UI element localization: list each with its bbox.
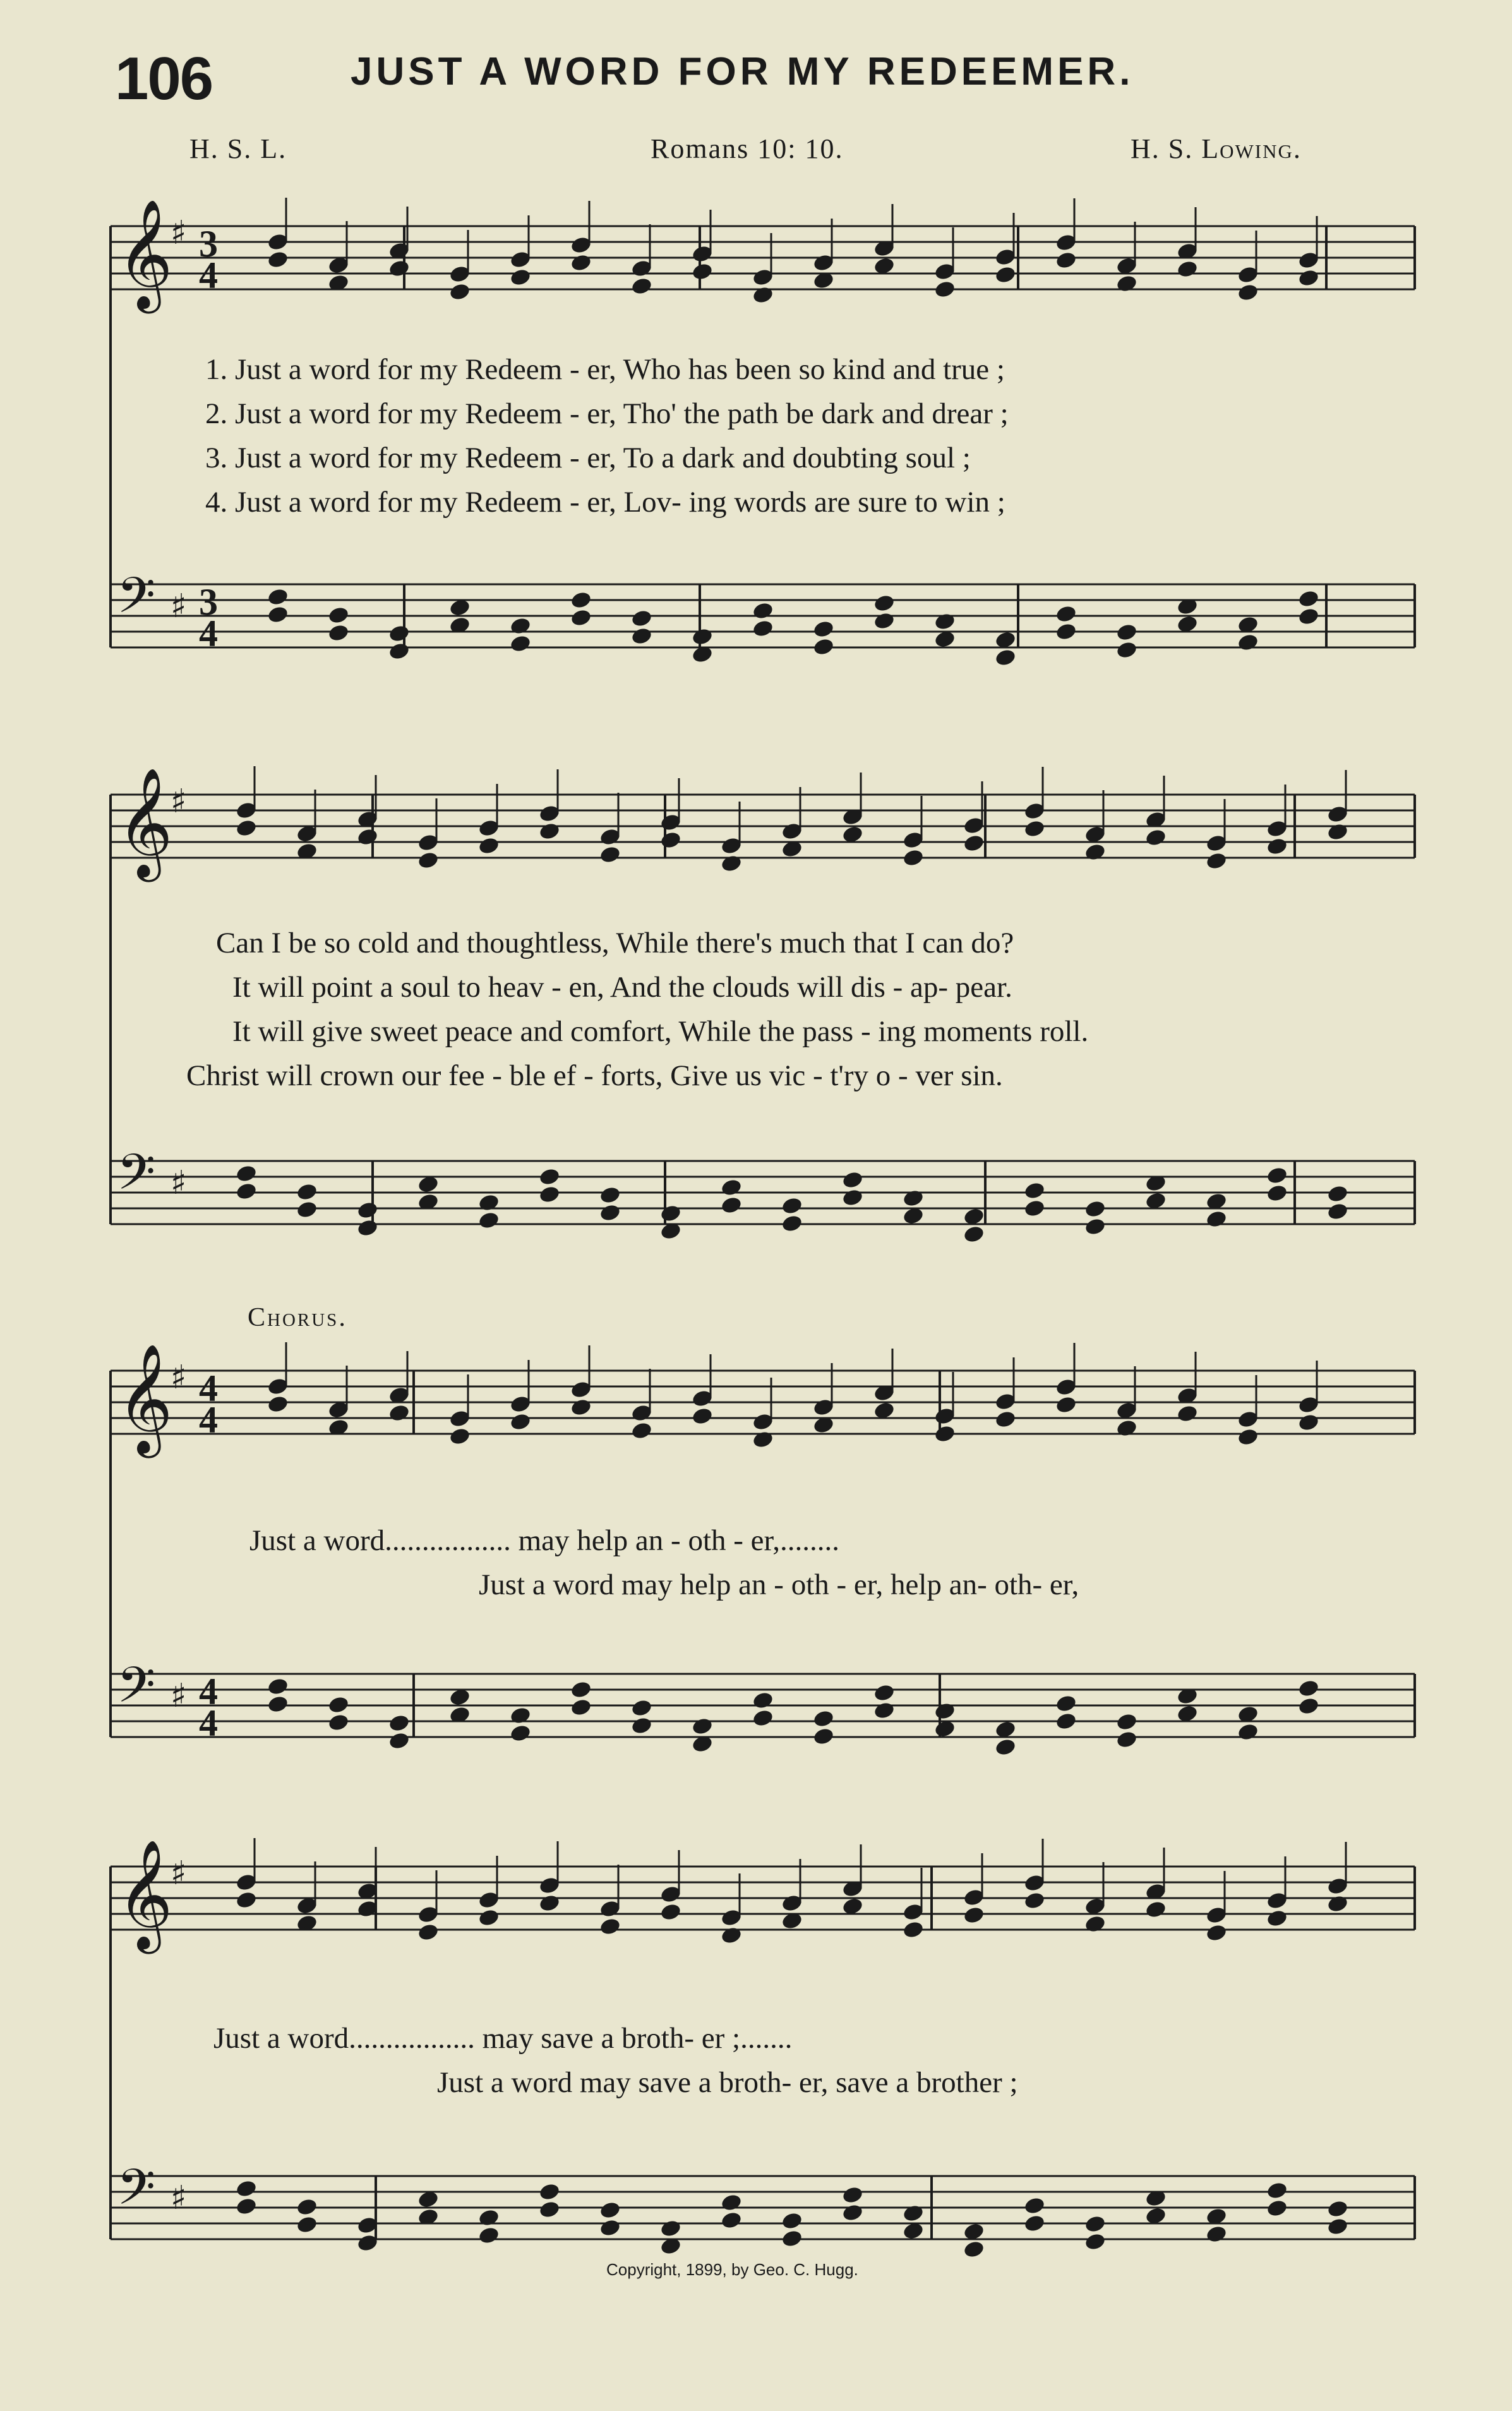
note-head bbox=[659, 1204, 682, 1224]
note-head bbox=[509, 616, 532, 636]
note-head bbox=[1023, 819, 1046, 839]
note-head bbox=[448, 1427, 471, 1446]
note-head bbox=[1176, 260, 1199, 279]
note-head bbox=[1055, 1694, 1077, 1714]
time-signature-top: 3 bbox=[199, 581, 218, 623]
hymn-title: JUST A WORD FOR MY REDEEMER. bbox=[351, 50, 1134, 93]
note-head bbox=[388, 642, 411, 661]
note-head bbox=[873, 1701, 896, 1721]
clefs bbox=[117, 199, 186, 2228]
time-signature-top: 4 bbox=[199, 1671, 218, 1712]
note-head bbox=[1266, 2181, 1288, 2201]
note-head bbox=[1055, 1395, 1077, 1415]
note-head bbox=[1297, 1679, 1320, 1699]
note-head bbox=[599, 2218, 621, 2238]
note-head bbox=[630, 1699, 653, 1718]
note-head bbox=[570, 591, 592, 610]
key-signature-sharp: ♯ bbox=[171, 587, 187, 625]
key-signature-sharp: ♯ bbox=[171, 1855, 187, 1892]
note-head bbox=[1084, 1217, 1107, 1237]
note-head bbox=[933, 1702, 956, 1721]
note-head bbox=[994, 1738, 1017, 1757]
note-head bbox=[630, 627, 653, 646]
note-head bbox=[1115, 1730, 1138, 1750]
note-head bbox=[720, 1196, 743, 1215]
note-head bbox=[1205, 1210, 1228, 1229]
verse3-line2: It will give sweet peace and comfort, While the pass - ing moments roll. bbox=[232, 1015, 1089, 1048]
time-signature-top: 3 bbox=[199, 223, 218, 265]
note-head bbox=[599, 1917, 621, 1937]
note-head bbox=[963, 834, 985, 853]
copyright-notice: Copyright, 1899, by Geo. C. Hugg. bbox=[606, 2260, 858, 2279]
note-head bbox=[570, 1698, 592, 1717]
note-head bbox=[477, 836, 500, 856]
note-head bbox=[235, 1182, 258, 1201]
verse1-line2: Can I be so cold and thoughtless, While there's much that I can do? bbox=[216, 927, 1014, 959]
note-head bbox=[1266, 1166, 1288, 1186]
bass-clef: 𝄢 bbox=[117, 567, 156, 637]
note-head bbox=[1237, 1723, 1259, 1742]
note-head bbox=[963, 1906, 985, 1925]
note-head bbox=[630, 1421, 653, 1441]
key-signature-sharp: ♯ bbox=[171, 1359, 187, 1397]
note-head bbox=[267, 1395, 289, 1414]
note-head bbox=[296, 2198, 318, 2217]
note-head bbox=[630, 277, 653, 296]
note-head bbox=[327, 1713, 350, 1733]
note-head bbox=[1237, 1428, 1259, 1447]
note-head bbox=[599, 845, 621, 865]
note-head bbox=[752, 1430, 774, 1450]
note-head bbox=[1266, 837, 1288, 857]
note-head bbox=[1115, 1712, 1138, 1732]
note-head bbox=[933, 1424, 956, 1444]
note-head bbox=[902, 2204, 925, 2223]
note-head bbox=[267, 605, 289, 625]
key-signature-sharp: ♯ bbox=[171, 1164, 187, 1202]
note-head bbox=[873, 1683, 896, 1703]
note-head bbox=[1237, 283, 1259, 303]
treble-clef: 𝄞 bbox=[117, 1839, 173, 1949]
chorus-line1-bass: Just a word may help an - oth - er, help an- oth- er, bbox=[479, 1568, 1079, 1601]
treble-clef: 𝄞 bbox=[117, 199, 173, 309]
note-head bbox=[752, 1709, 774, 1728]
treble-clef: 𝄞 bbox=[117, 767, 173, 877]
note-head bbox=[781, 2229, 803, 2249]
note-head bbox=[752, 601, 774, 621]
note-head bbox=[691, 627, 714, 647]
time-signature-top: 4 bbox=[199, 1368, 218, 1409]
note-head bbox=[1023, 2196, 1046, 2216]
note-head bbox=[630, 1716, 653, 1736]
note-head bbox=[417, 851, 440, 870]
note-head bbox=[812, 1727, 835, 1747]
note-head bbox=[538, 1185, 561, 1205]
note-head bbox=[812, 620, 835, 639]
note-head bbox=[812, 1709, 835, 1729]
time-signature-bottom: 4 bbox=[199, 1399, 218, 1441]
key-signature-sharp: ♯ bbox=[171, 214, 187, 252]
note-head bbox=[1115, 640, 1138, 660]
note-head bbox=[1266, 1909, 1288, 1928]
note-head bbox=[1023, 1181, 1046, 1201]
words-by: H. S. L. bbox=[189, 133, 287, 164]
note-head bbox=[994, 265, 1017, 285]
note-head bbox=[267, 1677, 289, 1697]
note-head bbox=[327, 1695, 350, 1715]
note-head bbox=[327, 606, 350, 625]
note-head bbox=[477, 2208, 500, 2228]
note-head bbox=[296, 1200, 318, 1220]
note-head bbox=[477, 1193, 500, 1213]
note-head bbox=[630, 609, 653, 628]
note-head bbox=[477, 1211, 500, 1230]
note-head bbox=[1326, 1184, 1349, 1204]
note-head bbox=[388, 259, 411, 279]
note-head bbox=[1297, 268, 1320, 288]
note-head bbox=[1326, 2199, 1349, 2219]
note-head bbox=[841, 1170, 864, 1190]
note-head bbox=[1237, 633, 1259, 652]
note-head bbox=[1326, 1202, 1349, 1222]
note-head bbox=[570, 608, 592, 628]
note-head bbox=[1144, 828, 1167, 848]
note-head bbox=[1297, 589, 1320, 609]
note-head bbox=[691, 1717, 714, 1736]
note-head bbox=[356, 1218, 379, 1238]
chorus-label: Chorus. bbox=[248, 1303, 347, 1332]
note-head bbox=[873, 611, 896, 631]
verse4-line1: 4. Just a word for my Redeem - er, Lov- ing words are sure to win ; bbox=[205, 486, 1005, 519]
note-head bbox=[1115, 274, 1138, 294]
note-head bbox=[1326, 2217, 1349, 2237]
note-head bbox=[1266, 2199, 1288, 2218]
note-head bbox=[963, 1225, 985, 1244]
note-head bbox=[902, 848, 925, 868]
chorus-line1-treble: Just a word................. may help an - oth - er,........ bbox=[249, 1524, 840, 1557]
note-head bbox=[873, 594, 896, 613]
note-head bbox=[841, 2203, 864, 2223]
note-head bbox=[1055, 1712, 1077, 1731]
time-signature-bottom: 4 bbox=[199, 255, 218, 296]
note-head bbox=[691, 262, 714, 282]
chorus-line2-treble: Just a word................. may save a broth- er ;....... bbox=[213, 2022, 793, 2055]
verse2-line1: 2. Just a word for my Redeem - er, Tho' the path be dark and drear ; bbox=[205, 397, 1009, 430]
verse1-line1: 1. Just a word for my Redeem - er, Who has been so kind and true ; bbox=[205, 353, 1005, 386]
treble-clef: 𝄞 bbox=[117, 1344, 173, 1453]
note-head bbox=[538, 1167, 561, 1187]
note-head bbox=[781, 2211, 803, 2231]
note-head bbox=[659, 2219, 682, 2239]
note-head bbox=[538, 2200, 561, 2220]
verse2-line2: It will point a soul to heav - en, And the clouds will dis - ap- pear. bbox=[232, 971, 1012, 1004]
note-head bbox=[509, 1724, 532, 1743]
note-head bbox=[235, 819, 258, 838]
note-head bbox=[538, 822, 561, 841]
note-head bbox=[1023, 1891, 1046, 1911]
note-head bbox=[1297, 1413, 1320, 1433]
note-head bbox=[509, 1412, 532, 1432]
note-head bbox=[720, 1178, 743, 1198]
note-head bbox=[1144, 1900, 1167, 1920]
note-head bbox=[599, 1186, 621, 1205]
note-head bbox=[720, 2193, 743, 2213]
note-head bbox=[388, 1404, 411, 1423]
note-head bbox=[1084, 843, 1107, 862]
note-head bbox=[1115, 1419, 1138, 1438]
time-signature-bottom: 4 bbox=[199, 613, 218, 654]
note-head bbox=[388, 624, 411, 644]
note-head bbox=[691, 1407, 714, 1426]
note-head bbox=[841, 2186, 864, 2205]
note-head bbox=[752, 619, 774, 639]
note-head bbox=[933, 280, 956, 299]
key-signature-sharp: ♯ bbox=[171, 1677, 187, 1715]
note-head bbox=[812, 637, 835, 657]
note-head bbox=[1023, 1199, 1046, 1218]
note-head bbox=[963, 2240, 985, 2259]
note-head bbox=[356, 827, 379, 847]
note-head bbox=[296, 2215, 318, 2235]
note-head bbox=[1297, 1697, 1320, 1716]
note-head bbox=[933, 612, 956, 632]
note-head bbox=[1326, 822, 1349, 842]
note-head bbox=[599, 2201, 621, 2220]
note-head bbox=[1115, 623, 1138, 642]
note-head bbox=[659, 1903, 682, 1922]
note-head bbox=[509, 634, 532, 654]
note-head bbox=[267, 1695, 289, 1714]
verse3-line1: 3. Just a word for my Redeem - er, To a dark and doubting soul ; bbox=[205, 442, 971, 474]
note-head bbox=[752, 286, 774, 305]
note-head bbox=[1055, 622, 1077, 642]
key-signature-sharp: ♯ bbox=[171, 783, 187, 821]
note-head bbox=[538, 1894, 561, 1913]
note-head bbox=[1084, 1915, 1107, 1934]
note-head bbox=[570, 1680, 592, 1700]
note-head bbox=[538, 2182, 561, 2202]
note-head bbox=[1266, 1184, 1288, 1203]
note-head bbox=[448, 282, 471, 302]
note-head bbox=[841, 1188, 864, 1208]
note-head bbox=[267, 250, 289, 270]
note-head bbox=[659, 831, 682, 850]
note-head bbox=[1297, 607, 1320, 627]
note-head bbox=[994, 648, 1017, 668]
note-head bbox=[1084, 2215, 1107, 2234]
note-head bbox=[267, 587, 289, 607]
note-head bbox=[1205, 2225, 1228, 2244]
note-head bbox=[1023, 2214, 1046, 2234]
bass-clef: 𝄢 bbox=[117, 1144, 156, 1213]
note-head bbox=[235, 2179, 258, 2199]
note-head bbox=[235, 1891, 258, 1910]
note-head bbox=[1055, 251, 1077, 270]
chorus-line2-bass: Just a word may save a broth- er, save a brother ; bbox=[437, 2066, 1018, 2099]
note-head bbox=[477, 1908, 500, 1928]
note-head bbox=[781, 1196, 803, 1216]
page-number: 106 bbox=[115, 45, 213, 112]
note-head bbox=[1176, 1404, 1199, 1424]
note-head bbox=[1055, 604, 1077, 624]
note-head bbox=[327, 623, 350, 643]
bass-clef: 𝄢 bbox=[117, 2159, 156, 2228]
note-head bbox=[902, 1189, 925, 1208]
note-head bbox=[477, 2226, 500, 2246]
note-head bbox=[296, 1182, 318, 1202]
note-head bbox=[1205, 851, 1228, 871]
note-head bbox=[902, 1920, 925, 1940]
note-head bbox=[781, 1214, 803, 1234]
note-head bbox=[509, 268, 532, 287]
note-head bbox=[752, 1691, 774, 1711]
scripture-reference: Romans 10: 10. bbox=[651, 133, 844, 164]
note-head bbox=[235, 1164, 258, 1184]
note-head bbox=[1326, 1894, 1349, 1914]
note-head bbox=[417, 1923, 440, 1942]
note-head bbox=[1205, 1923, 1228, 1943]
note-head bbox=[388, 1731, 411, 1751]
note-head bbox=[720, 2211, 743, 2230]
time-signature-bottom: 4 bbox=[199, 1702, 218, 1744]
note-head bbox=[235, 2197, 258, 2216]
note-head bbox=[720, 854, 743, 874]
music-by: H. S. Lowing. bbox=[1131, 133, 1302, 164]
note-head bbox=[720, 1926, 743, 1945]
note-head bbox=[570, 253, 592, 273]
note-head bbox=[356, 1201, 379, 1220]
bass-clef: 𝄢 bbox=[117, 1657, 156, 1726]
note-head bbox=[994, 1410, 1017, 1429]
note-head bbox=[1084, 2232, 1107, 2252]
verse4-line2: Christ will crown our fee - ble ef - forts, Give us vic - t'ry o - ver sin. bbox=[186, 1059, 1003, 1092]
note-head bbox=[570, 1398, 592, 1417]
note-head bbox=[509, 1706, 532, 1726]
note-head bbox=[599, 1203, 621, 1223]
note-head bbox=[1084, 1199, 1107, 1219]
note-head bbox=[388, 1714, 411, 1733]
key-signature-sharp: ♯ bbox=[171, 2179, 187, 2217]
